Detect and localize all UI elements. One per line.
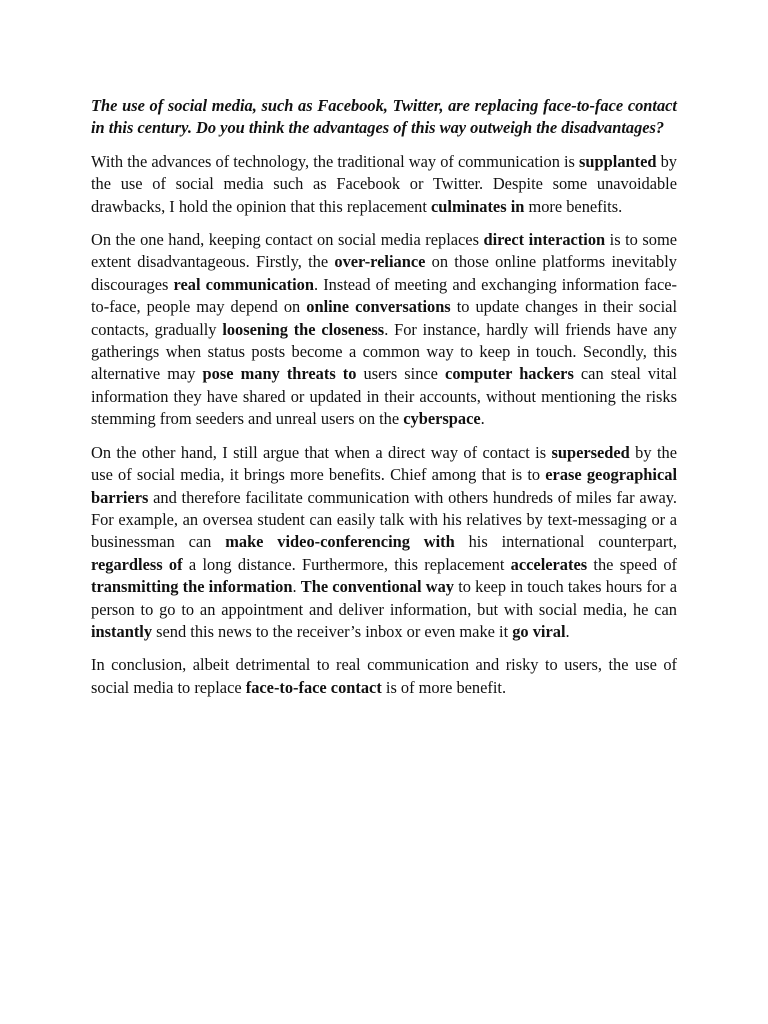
text-run: With the advances of technology, the traditional way of communication is xyxy=(91,151,580,171)
bold-phrase: superseded xyxy=(551,442,630,462)
text-run: users since xyxy=(356,364,446,384)
text-run: . Instead of meeting and exchanging information face-to-face, people may depend on xyxy=(91,274,677,317)
bold-phrase: culminates in xyxy=(431,196,525,216)
bold-phrase: regardless of xyxy=(91,554,183,574)
bold-phrase: pose many threats to xyxy=(202,364,357,384)
bold-phrase: face-to-face contact xyxy=(245,677,382,697)
text-run: can steal vital information they have shared or updated in their accounts, without mentioning the risks stemming from seeders and unreal users on the xyxy=(91,364,677,429)
text-run: by the use of social media, it brings more benefits. Chief among that is to xyxy=(91,442,677,485)
text-run: on those online platforms inevitably discourages xyxy=(91,252,677,294)
text-run: send this news to the receiver’s inbox or even make it xyxy=(152,621,513,641)
text-run: is to some extent disadvantageous. Firstly, the xyxy=(91,230,677,272)
text-run: . For instance, hardly will friends have any gatherings when status posts become a common way to keep in touch. Secondly, this alternative may xyxy=(91,319,677,384)
text-run: . xyxy=(292,577,301,597)
text-run: the speed of xyxy=(587,554,678,574)
bold-phrase: erase geographical barriers xyxy=(91,465,678,507)
bold-phrase: loosening the closeness xyxy=(222,319,385,339)
text-run: On the other hand, I still argue that when a direct way of contact is xyxy=(91,442,552,462)
bold-phrase: direct interaction xyxy=(483,230,606,250)
essay-paragraph xyxy=(91,442,677,644)
bold-phrase: supplanted xyxy=(579,151,657,171)
bold-phrase: transmitting the information xyxy=(91,577,293,597)
essay-paragraph xyxy=(91,151,677,218)
essay-paragraph xyxy=(91,654,677,699)
text-run: a long distance. Furthermore, this replacement xyxy=(182,554,511,574)
bold-phrase: The conventional way xyxy=(300,577,454,597)
text-run: more benefits. xyxy=(524,196,623,216)
essay-page xyxy=(91,95,677,710)
bold-phrase: over-reliance xyxy=(334,252,426,272)
text-run: In conclusion, albeit detrimental to real communication and risky to users, the use of social media to replace xyxy=(91,655,677,697)
bold-phrase: go viral xyxy=(512,621,566,641)
bold-phrase: cyberspace xyxy=(403,409,481,429)
text-run: is of more benefit. xyxy=(381,677,507,697)
bold-phrase: accelerates xyxy=(510,554,588,574)
essay-prompt: The use of social media, such as Facebook, Twitter, are replacing face-to-face contact in this century. Do you think the advantages of this way outweigh the disadvantages? xyxy=(91,96,677,138)
text-run: On the one hand, keeping contact on social media replaces xyxy=(91,230,484,250)
bold-phrase: make video-conferencing with xyxy=(225,532,455,552)
text-run: and therefore facilitate communication with others hundreds of miles far away. For example, an oversea student can easily talk with his relatives by text-messaging or a businessman can xyxy=(91,487,677,552)
essay-body xyxy=(91,151,677,699)
essay-paragraph xyxy=(91,229,677,431)
text-run: his international counterpart, xyxy=(454,532,677,552)
text-run: to update changes in their social contacts, gradually xyxy=(91,297,677,339)
bold-phrase: online conversations xyxy=(306,297,451,317)
text-run: to keep in touch takes hours for a person to go to an appointment and deliver information, but with social media, he can xyxy=(91,577,677,619)
text-run: by the use of social media such as Facebook or Twitter. Despite some unavoidable drawbacks, I hold the opinion that this replacement xyxy=(91,151,677,216)
bold-phrase: instantly xyxy=(91,621,153,641)
bold-phrase: computer hackers xyxy=(445,364,574,384)
text-run: . xyxy=(480,409,485,429)
text-run: . xyxy=(565,621,570,641)
bold-phrase: real communication xyxy=(173,274,314,294)
